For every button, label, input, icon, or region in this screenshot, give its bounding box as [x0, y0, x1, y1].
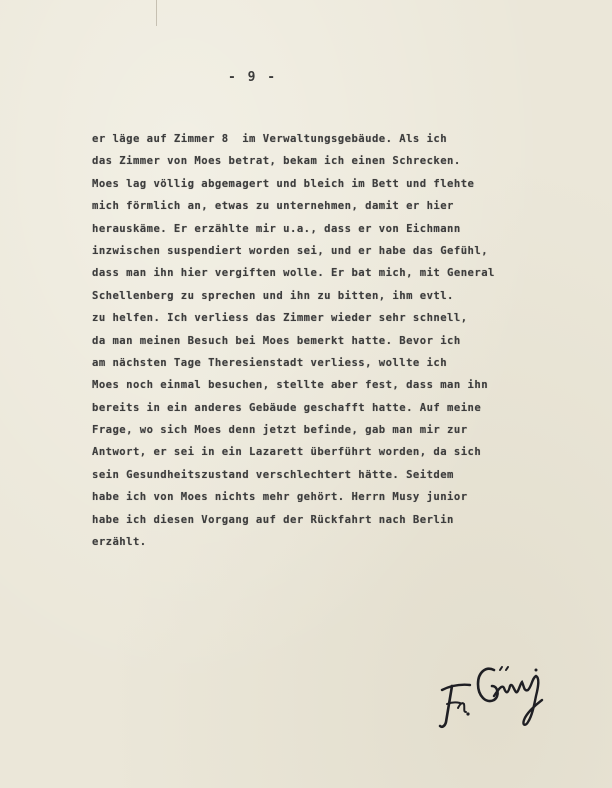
text-line: Antwort, er sei in ein Lazarett überführt worden, da sich	[92, 446, 482, 459]
paper-crease	[156, 0, 157, 26]
text-line: inzwischen suspendiert worden sei, und er habe das Gefühl,	[92, 244, 489, 257]
text-line: bereits in ein anderes Gebäude geschafft hatte. Auf meine	[92, 401, 482, 414]
letter-body	[92, 128, 495, 553]
page-number: - 9 -	[228, 70, 278, 85]
text-line: erzählt.	[92, 536, 147, 549]
text-line: am nächsten Tage Theresienstadt verliess, wollte ich	[92, 356, 448, 369]
text-line: Frage, wo sich Moes denn jetzt befinde, gab man mir zur	[92, 424, 468, 437]
text-line: Moes lag völlig abgemagert und bleich im Bett und flehte	[92, 177, 475, 190]
text-line: zu helfen. Ich verliess das Zimmer wieder sehr schnell,	[92, 312, 468, 325]
text-line: dass man ihn hier vergiften wolle. Er bat mich, mit General	[92, 267, 495, 280]
text-line: da man meinen Besuch bei Moes bemerkt hatte. Bevor ich	[92, 334, 461, 347]
text-line: mich förmlich an, etwas zu unternehmen, damit er hier	[92, 200, 454, 213]
text-line: sein Gesundheitszustand verschlechtert hätte. Seitdem	[92, 468, 454, 481]
text-line: herauskäme. Er erzählte mir u.a., dass er von Eichmann	[92, 222, 461, 235]
text-line: Moes noch einmal besuchen, stellte aber fest, dass man ihn	[92, 379, 489, 392]
handwritten-signature	[436, 656, 556, 736]
text-line: Schellenberg zu sprechen und ihn zu bitten, ihm evtl.	[92, 289, 454, 302]
text-line: habe ich von Moes nichts mehr gehört. Herrn Musy junior	[92, 491, 468, 504]
text-line: er läge auf Zimmer 8 im Verwaltungsgebäude. Als ich	[92, 133, 448, 145]
text-line: habe ich diesen Vorgang auf der Rückfahrt nach Berlin	[92, 513, 454, 526]
text-line: das Zimmer von Moes betrat, bekam ich einen Schrecken.	[92, 155, 461, 168]
